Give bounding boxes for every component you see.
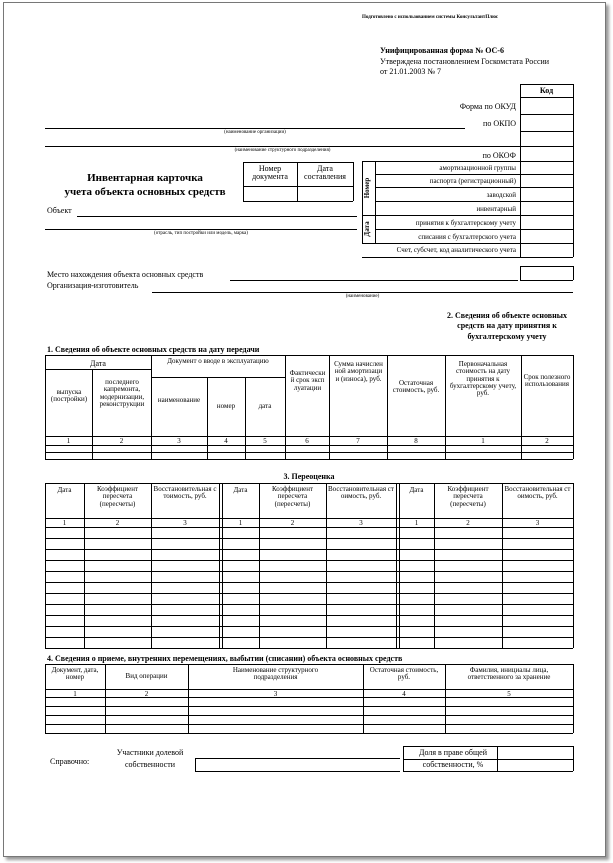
section2-title: 2. Сведения об объекте основных средств на дату принятия к бухгалтерскому учету	[447, 311, 567, 341]
location-line[interactable]	[230, 280, 518, 281]
s4-dept: Наименование структурного подразделения	[232, 666, 319, 682]
s1-actual-term: Фактический срок эксплуатации	[289, 369, 326, 392]
s1-residual: Остаточная стоимость, руб.	[392, 379, 440, 395]
s3-g2-date: Дата	[233, 486, 248, 494]
footer-participants: Участники долевой собственности	[116, 748, 184, 769]
s3-g3-num-2: 2	[466, 519, 470, 527]
okof-label: по ОКОФ	[482, 151, 516, 160]
manufacturer-line[interactable]	[152, 292, 573, 293]
s3-g2-num-3: 3	[359, 519, 363, 527]
s1-depreciation: Сумма начисленной амортизации (износа), руб.	[334, 360, 383, 383]
s1-num-4: 4	[224, 437, 228, 445]
s1-date-release: выпуска (постройки)	[50, 388, 88, 404]
s4-op: Вид операции	[125, 672, 168, 680]
s3-g2-num-2: 2	[290, 519, 295, 527]
s4-residual: Остаточная стоимость, руб.	[369, 666, 439, 682]
s1-num-2: 2	[119, 437, 124, 445]
s2-num-1: 1	[481, 437, 485, 445]
s3-g1-num-1: 1	[62, 519, 67, 527]
okpo-label: по ОКПО	[483, 119, 516, 128]
s3-g1-num-3: 3	[183, 519, 187, 527]
s2-initial-cost: Первоначальная стоимость на дату принятия к бухгалтерскому учету, руб.	[449, 360, 517, 398]
s3-g1-coef: Коэффициент пересчета (пересчеты)	[96, 485, 139, 508]
prepared-note: Подготовлено с использованием системы КонсультантПлюс	[362, 15, 499, 20]
s1-num-3: 3	[177, 437, 181, 445]
s4-num-5: 5	[507, 690, 511, 698]
okud-label: Форма по ОКУД	[459, 102, 516, 111]
s4-person: Фамилия, инициалы лица, ответственного за хранение	[467, 666, 551, 682]
code-row-passport: паспорта (регистрационный)	[429, 177, 516, 185]
s3-g3-num-3: 3	[535, 519, 540, 527]
object-line[interactable]	[77, 216, 357, 217]
s3-g1-num-2: 2	[115, 519, 120, 527]
code-row-account: Счет, субсчет, код аналитического учета	[396, 246, 516, 254]
org-caption: (наименование организации)	[224, 130, 286, 135]
section3-title: 3. Переоценка	[283, 472, 335, 481]
s3-g3-cost: Восстановительная стоимость, руб.	[504, 485, 571, 501]
code-row-inventory: инвентарный	[476, 205, 516, 213]
form-approved-date: от 21.01.2003 № 7	[380, 67, 442, 76]
s3-g1-cost: Восстановительная стоимость, руб.	[153, 485, 217, 501]
s3-g3-num-1: 1	[414, 519, 419, 527]
s1-num-1: 1	[66, 437, 71, 445]
s1-doc-number: номер	[216, 402, 236, 410]
s4-doc: Документ, дата, номер	[51, 666, 99, 682]
s3-g2-coef: Коэффициент пересчета (пересчеты)	[271, 485, 314, 508]
code-row-amort: амортизационной группы	[439, 164, 516, 172]
s4-num-1: 1	[73, 690, 77, 698]
dept-line[interactable]	[45, 146, 520, 147]
s1-num-5: 5	[263, 437, 267, 445]
doc-date-header: Дата составления	[304, 164, 346, 182]
org-line[interactable]	[45, 128, 465, 129]
s4-num-2: 2	[144, 690, 149, 698]
data-vertical-label: Дата	[363, 221, 371, 237]
title-line1: Инвентарная карточка	[87, 172, 203, 184]
s4-num-4: 4	[402, 690, 406, 698]
code-row-writeoff: списания с бухгалтерского учета	[418, 233, 516, 241]
code-row-factory: заводской	[486, 191, 516, 199]
footer-reference: Справочно:	[50, 757, 90, 766]
form-name: Унифицированная форма № ОС-6	[380, 46, 504, 55]
s1-doc-date: дата	[258, 402, 272, 410]
doc-number-header: Номер документа	[252, 164, 288, 182]
manufacturer-caption: (наименование)	[345, 294, 380, 299]
s3-g1-date: Дата	[57, 486, 72, 494]
s3-g2-cost: Восстановительная стоимость, руб.	[328, 485, 394, 501]
manufacturer-label: Организация-изготовитель	[47, 281, 139, 290]
s1-doc-name: наименование	[157, 396, 201, 404]
s1-num-8: 8	[414, 437, 418, 445]
s3-g3-coef: Коэффициент пересчета (пересчеты)	[447, 485, 489, 508]
s1-date-repair: последнего капремонта, модернизации, реконструкции	[99, 378, 145, 409]
nomer-vertical-label: Номер	[363, 177, 371, 199]
footer-share: Доля в праве общей собственности, %	[419, 748, 487, 769]
object-line-2[interactable]	[45, 229, 357, 230]
object-label: Объект	[47, 206, 72, 215]
dept-caption: (наименование структурного подразделения)	[234, 148, 331, 153]
object-caption: (отрасль, тип постройки или модель, марка)	[154, 231, 248, 236]
title-line2: учета объекта основных средств	[64, 186, 226, 198]
code-header: Код	[539, 86, 554, 95]
s2-num-2: 2	[545, 437, 549, 445]
s1-doc-group: Документ о вводе в эксплуатацию	[167, 357, 269, 365]
s2-useful-life: Срок полезного использования	[523, 373, 571, 389]
s1-num-7: 7	[356, 437, 360, 445]
section4-title: 4. Сведения о приеме, внутренних перемещениях, выбытии (списании) объекта основных средств	[47, 654, 403, 663]
s4-num-3: 3	[273, 690, 278, 698]
s1-date-group: Дата	[90, 359, 106, 368]
s3-g2-num-1: 1	[238, 519, 243, 527]
form-approved: Утверждена постановлением Госкомстата России	[380, 57, 550, 66]
code-row-accept: принятия к бухгалтерскому учету	[415, 219, 516, 227]
s3-g3-date: Дата	[409, 486, 424, 494]
location-label: Место нахождения объекта основных средств	[47, 270, 204, 279]
s1-num-6: 6	[305, 437, 309, 445]
section1-title: 1. Сведения об объекте основных средств на дату передачи	[47, 345, 260, 354]
